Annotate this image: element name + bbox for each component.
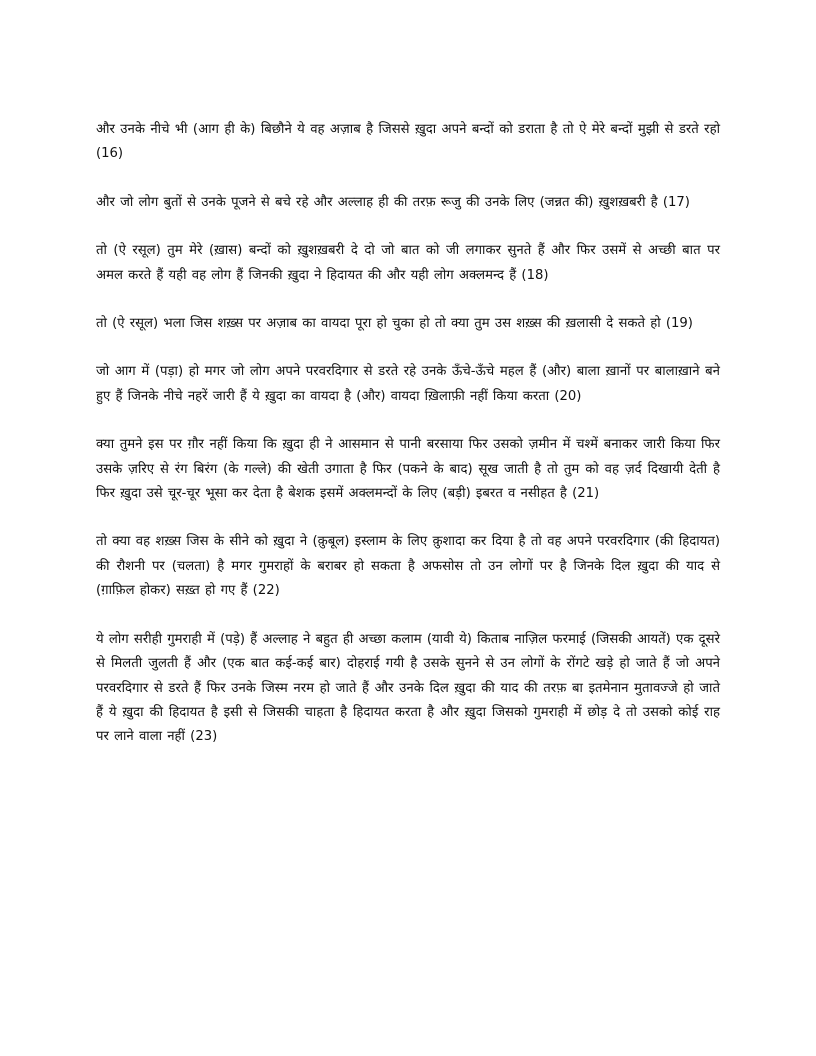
verse-21: क्या तुमने इस पर ग़ौर नहीं किया कि ख़ुदा ही ने आसमान से पानी बरसाया फिर उसको ज़मीन में चश्में बनाकर जारी किया फिर उसके ज़रिए से रंग बिरंग (के गल्ले) की खेती उगाता है फिर (पकने के बाद) सूख जाती है तो तुम को वह ज़र्द दिखायी देती है फिर ख़ुदा उसे चूर-चूर भूसा कर देता है बेशक इसमें अक्लमन्दों के लिए (बड़ी) इबरत व नसीहत है (21) [96,437,720,502]
verse-19: तो (ऐ रसूल) भला जिस शख़्स पर अज़ाब का वायदा पूरा हो चुका हो तो क्या तुम उस शख़्स की ख़लासी दे सकते हो (19) [96,316,693,332]
verse-17: और जो लोग बुतों से उनके पूजने से बचे रहे और अल्लाह ही की तरफ़ रूजु की उनके लिए (जन्नत की) ख़ुशख़बरी है (17) [96,194,690,210]
verse-22: तो क्या वह शख़्स जिस के सीने को ख़ुदा ने (क़ुबूल) इस्लाम के लिए क़ुशादा कर दिया है तो वह अपने परवरदिगार (की हिदायत) की रौशनी पर (चलता) है मगर गुमराहों के बराबर हो सकता है अफसोस तो उन लोगों पर है जिनके दिल ख़ुदा की याद से (ग़ाफ़िल होकर) सख़्त हो गए हैं (22) [96,534,720,599]
verse-16: और उनके नीचे भी (आग ही के) बिछौने ये वह अज़ाब है जिससे ख़ुदा अपने बन्दों को डराता है तो ऐ मेरे बन्दों मुझी से डरते रहो (16) [96,122,720,162]
document-body [96,118,720,774]
verse-20: जो आग में (पड़ा) हो मगर जो लोग अपने परवरदिगार से डरते रहे उनके ऊँचे-ऊँचे महल हैं (और) बाला ख़ानों पर बालाख़ाने बने हुए हैं जिनके नीचे नहरें जारी हैं ये ख़ुदा का वायदा है (और) वायदा ख़िलाफ़ी नहीं किया करता (20) [96,364,720,404]
verse-23: ये लोग सरीही गुमराही में (पड़े) हैं अल्लाह ने बहुत ही अच्छा कलाम (यावी ये) किताब नाज़िल फरमाई (जिसकी आयतें) एक दूसरे से मिलती जुलती हैं और (एक बात कई-कई बार) दोहराई गयी है उसके सुनने से उन लोगों के रोंगटे खड़े हो जाते हैं जो अपने परवरदिगार से डरते हैं फिर उनके जिस्म नरम हो जाते हैं और उनके दिल ख़ुदा की याद की तरफ़ बा इतमेनान मुतावज्जे हो जाते हैं ये ख़ुदा की हिदायत है इसी से जिसकी चाहता है हिदायत करता है और ख़ुदा जिसको गुमराही में छोड़ दे तो उसको कोई राह पर लाने वाला नहीं (23) [96,631,720,745]
verse-18: तो (ऐ रसूल) तुम मेरे (ख़ास) बन्दों को ख़ुशख़बरी दे दो जो बात को जी लगाकर सुनते हैं और फिर उसमें से अच्छी बात पर अमल करते हैं यही वह लोग हैं जिनकी ख़ुदा ने हिदायत की और यही लोग अक्लमन्द हैं (18) [96,243,720,283]
